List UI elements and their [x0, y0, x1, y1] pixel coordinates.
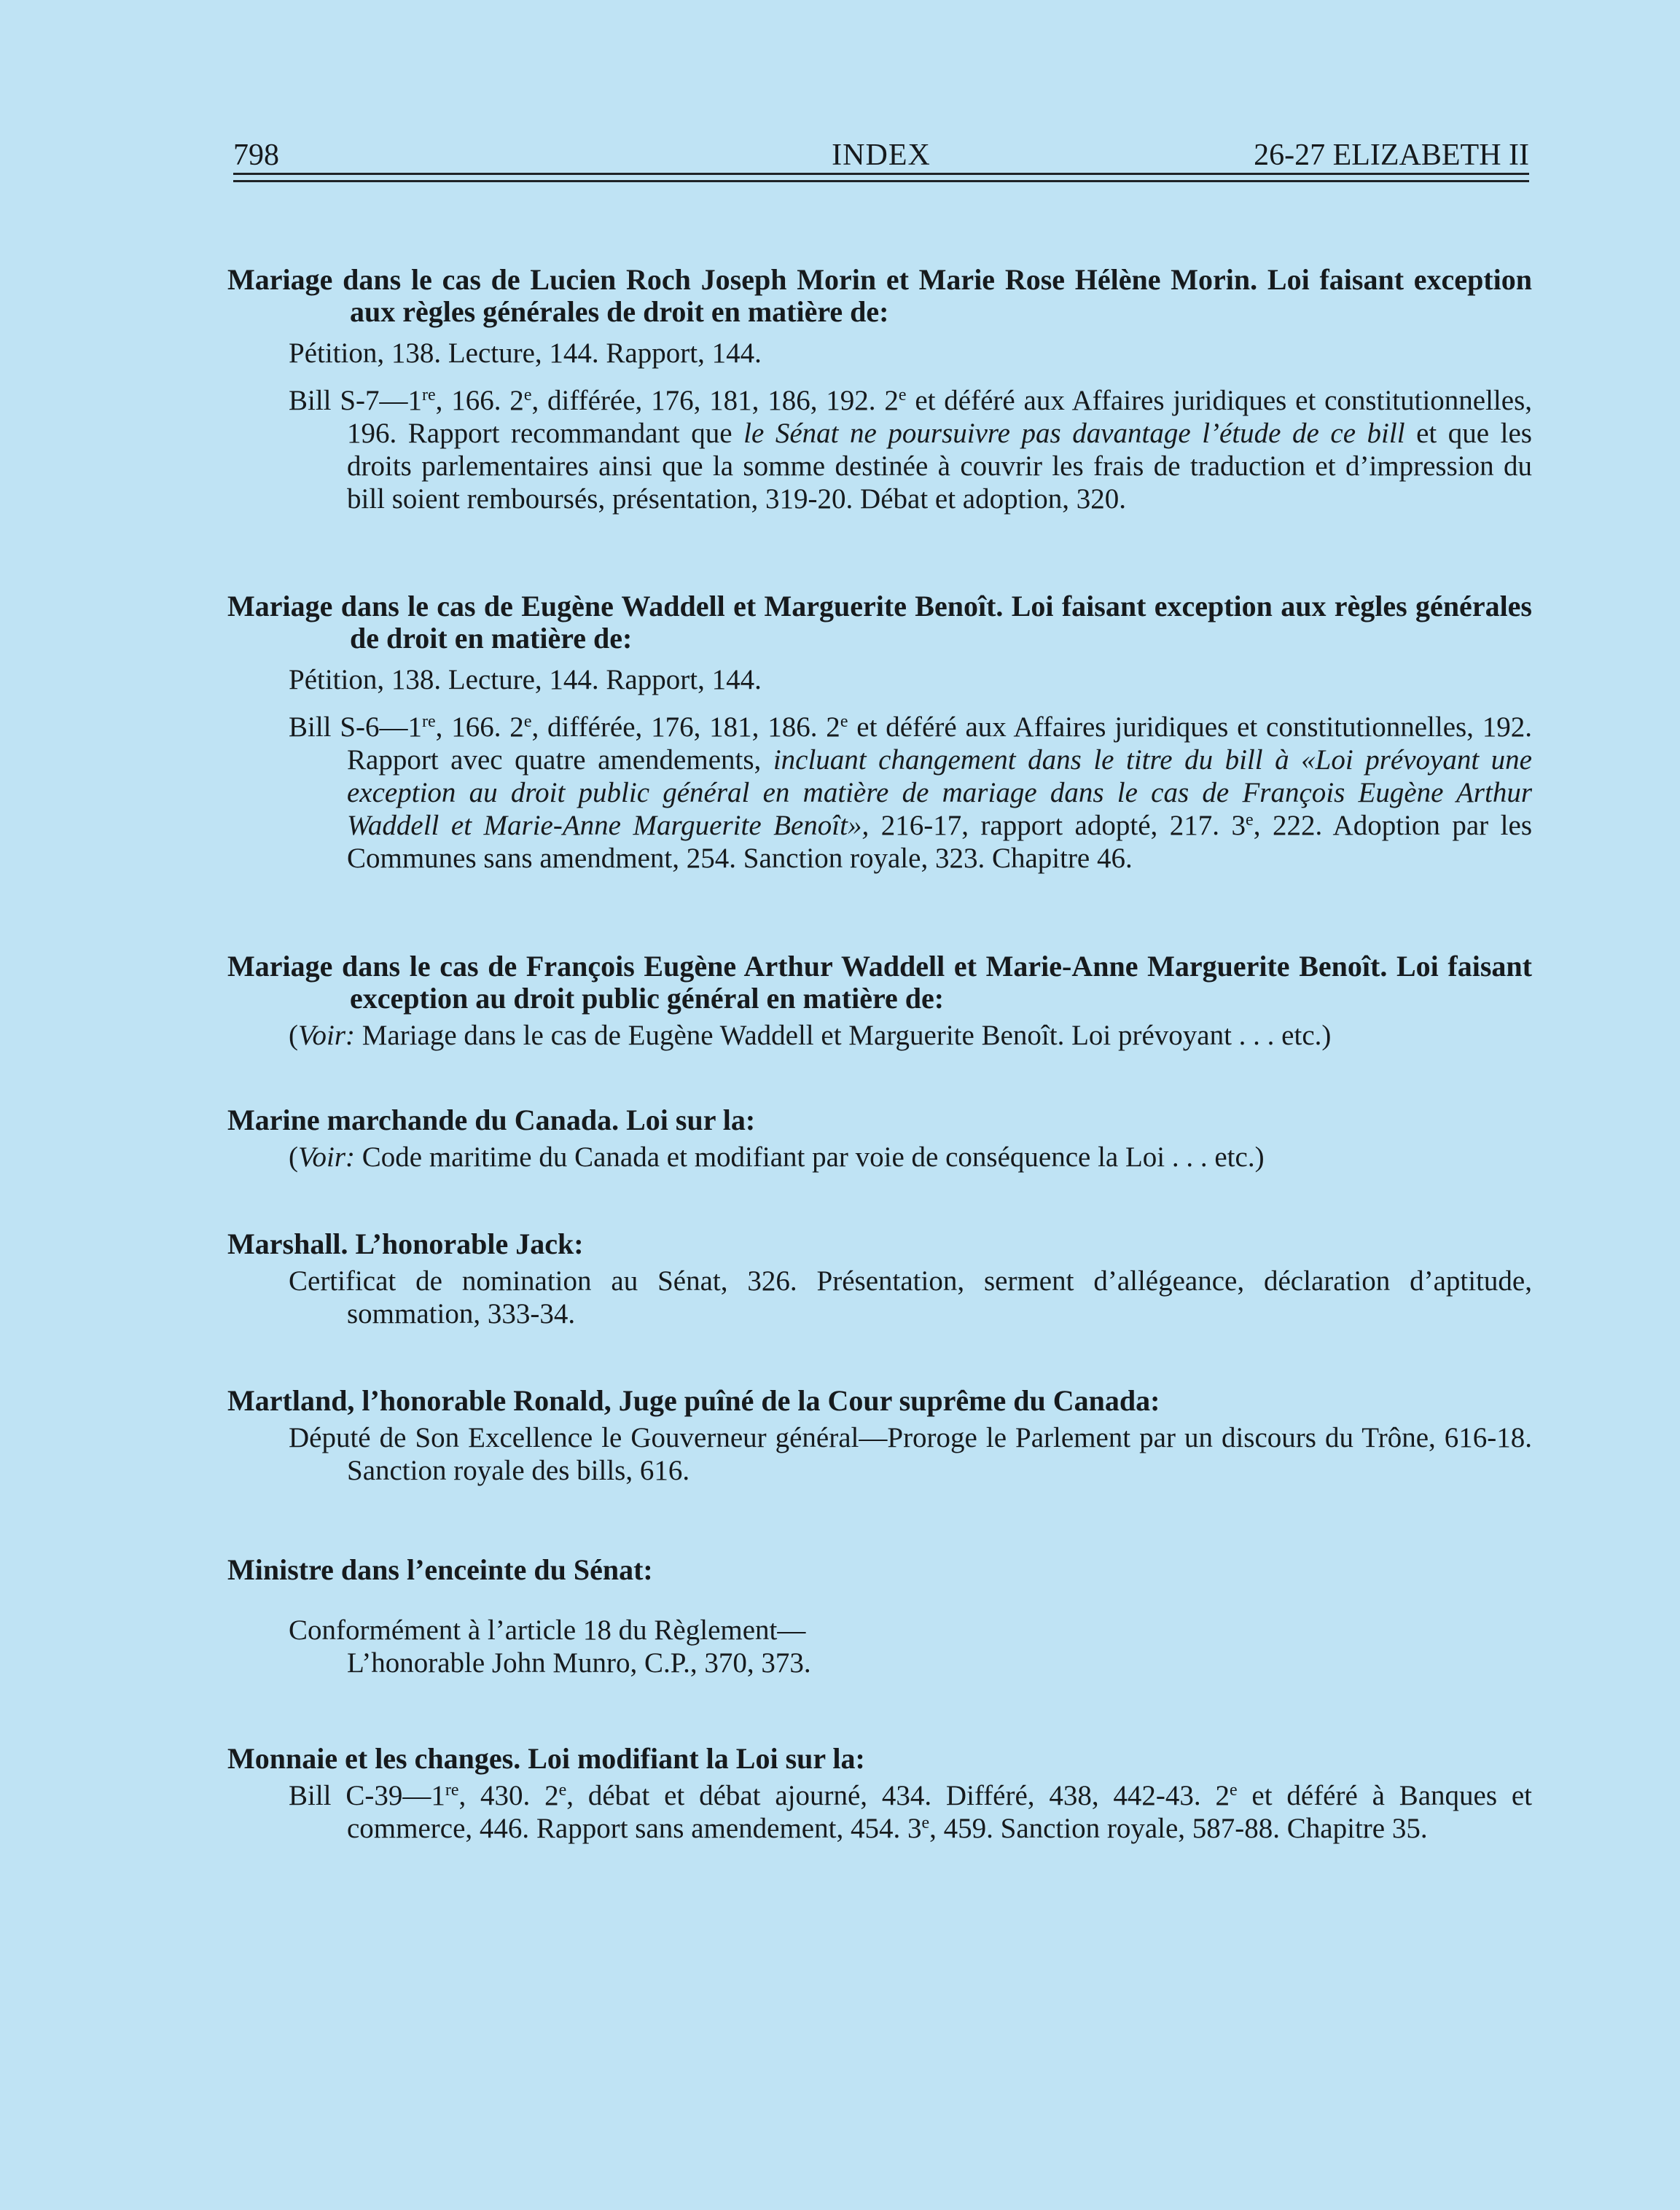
entry-line: Certificat de nomination au Sénat, 326. Présentation, serment d’allégeance, déclaration d’aptitude, sommation, 333-34.	[289, 1265, 1532, 1329]
entry-heading: Mariage dans le cas de Lucien Roch Joseph Morin et Marie Rose Hélène Morin. Loi faisant exception aux règles générales de droit en matière de:	[227, 263, 1532, 328]
index-entry-francois-waddell	[227, 950, 1532, 1052]
entry-line: Conformément à l’article 18 du Règlement—	[289, 1614, 806, 1646]
page-title: INDEX	[832, 138, 931, 172]
index-entry-marshall	[227, 1228, 1532, 1330]
index-entry-ministre	[227, 1554, 1532, 1679]
volume-label: 26-27 ELIZABETH II	[1254, 138, 1529, 172]
index-entry-monnaie	[227, 1743, 1532, 1845]
entry-bill-line: Bill S-6—1re, 166. 2e, différée, 176, 181, 186. 2e et déféré aux Affaires juridiques et constitutionnelles, 192. Rapport avec quatre amendements, incluant changement dans le titre du bill à «Loi prévoyant une exception au droit public général en matière de mariage dans le cas de François Eugène Arthur Waddell et Marie-Anne Marguerite Benoît», 216-17, rapport adopté, 217. 3e, 222. Adoption par les Communes sans amendment, 254. Sanction royale, 323. Chapitre 46.	[289, 711, 1532, 874]
index-entry-waddell-benoit	[227, 590, 1532, 875]
entry-heading: Ministre dans l’enceinte du Sénat:	[227, 1553, 653, 1586]
entry-heading: Martland, l’honorable Ronald, Juge puîné de la Cour suprême du Canada:	[227, 1384, 1160, 1417]
entry-line: Député de Son Excellence le Gouverneur général—Proroge le Parlement par un discours du Trône, 616-18. Sanction royale des bills, 616.	[289, 1422, 1532, 1486]
index-entry-marine-marchande	[227, 1104, 1532, 1174]
index-entry-martland	[227, 1385, 1532, 1487]
entry-bill-line: Bill C-39—1re, 430. 2e, débat et débat ajourné, 434. Différé, 438, 442-43. 2e et déféré à Banques et commerce, 446. Rapport sans amendement, 454. 3e, 459. Sanction royale, 587-88. Chapitre 35.	[289, 1780, 1532, 1844]
entry-voir-line: (Voir: Code maritime du Canada et modifiant par voie de conséquence la Loi . . . etc.)	[289, 1141, 1265, 1173]
entry-heading: Marine marchande du Canada. Loi sur la:	[227, 1104, 756, 1136]
header-rule-bottom	[233, 180, 1529, 182]
entry-voir-line: (Voir: Mariage dans le cas de Eugène Waddell et Marguerite Benoît. Loi prévoyant . . . etc.)	[289, 1020, 1332, 1051]
entry-line: L’honorable John Munro, C.P., 370, 373.	[347, 1647, 811, 1679]
entry-line: Pétition, 138. Lecture, 144. Rapport, 144.	[289, 664, 762, 695]
entry-line: Pétition, 138. Lecture, 144. Rapport, 144.	[289, 337, 762, 369]
header-rule-top	[233, 173, 1529, 175]
index-entry-morin	[227, 264, 1532, 515]
entry-heading: Marshall. L’honorable Jack:	[227, 1227, 584, 1260]
entry-heading: Monnaie et les changes. Loi modifiant la Loi sur la:	[227, 1742, 865, 1775]
entry-heading: Mariage dans le cas de François Eugène Arthur Waddell et Marie-Anne Marguerite Benoît. Loi faisant exception au droit public général en matière de:	[227, 950, 1532, 1015]
page-number: 798	[233, 138, 279, 172]
entry-bill-line: Bill S-7—1re, 166. 2e, différée, 176, 181, 186, 192. 2e et déféré aux Affaires juridiques et constitutionnelles, 196. Rapport recommandant que le Sénat ne poursuivre pas davantage l’étude de ce bill et que les droits parlementaires ainsi que la somme destinée à couvrir les frais de traduction et d’impression du bill soient remboursés, présentation, 319-20. Débat et adoption, 320.	[289, 385, 1532, 515]
entry-heading: Mariage dans le cas de Eugène Waddell et Marguerite Benoît. Loi faisant exception aux règles générales de droit en matière de:	[227, 590, 1532, 655]
page-header	[233, 133, 1529, 178]
